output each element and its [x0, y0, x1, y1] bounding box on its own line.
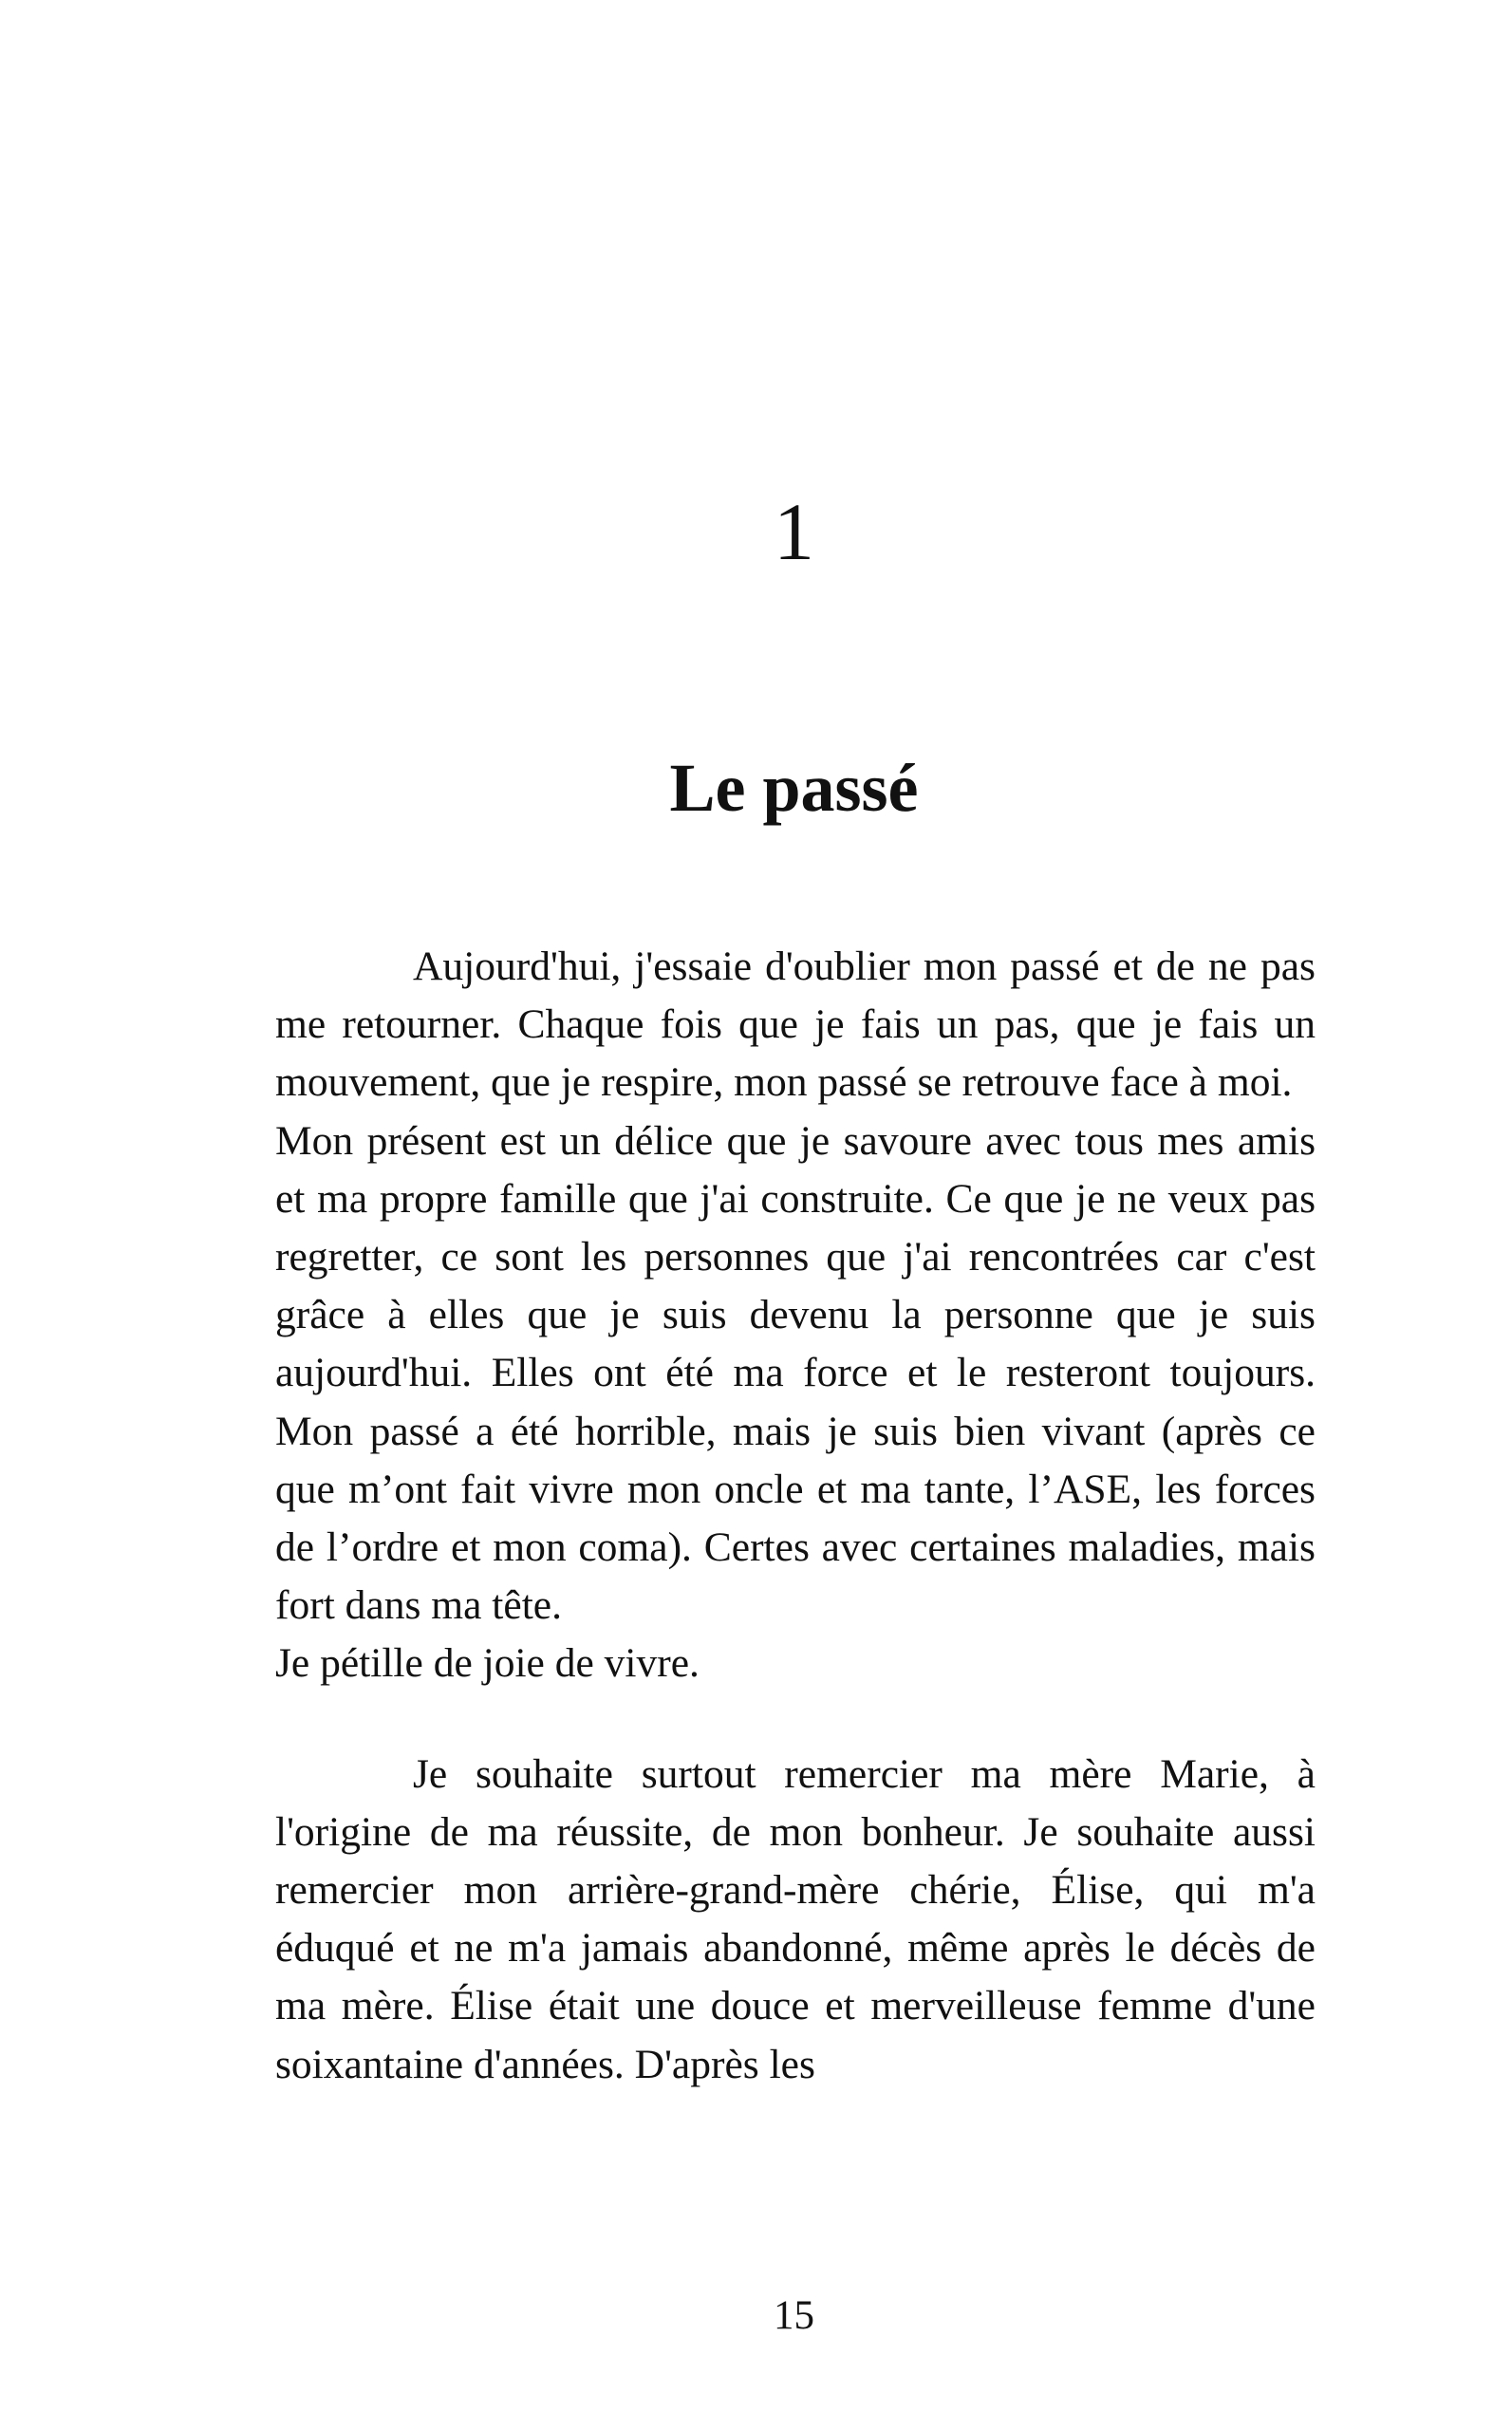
- paragraph-4: Je souhaite surtout remercier ma mère Marie, à l'origine de ma réussite, de mon bonheur. Je souhaite aussi remercier mon arrière-grand-mère chérie, Élise, qui m'a éduqué et ne m'a jamais abandonné, même après le décès de ma mère. Élise était une douce et merveilleuse femme d'une soixantaine d'années. D'après les: [275, 1750, 1316, 2087]
- chapter-title: Le passé: [669, 750, 919, 826]
- paragraph-1: Aujourd'hui, j'essaie d'oublier mon passé et de ne pas me retourner. Chaque fois que je fais un pas, que je fais un mouvement, que je respire, mon passé se retrouve face à moi.: [275, 944, 1316, 1106]
- paragraph-2: Mon présent est un délice que je savoure avec tous mes amis et ma propre famille que j'ai construite. Ce que je ne veux pas regretter, ce sont les personnes que j'ai rencontrées car c'est grâce à elles que je suis devenu la personne que je suis aujourd'hui. Elles ont été ma force et le resteront toujours. Mon passé a été horrible, mais je suis bien vivant (après ce que m’ont fait vivre mon oncle et ma tante, l’ASE, les forces de l’ordre et mon coma). Certes avec certaines maladies, mais fort dans ma tête.: [275, 1117, 1316, 1629]
- page-number: 15: [774, 2293, 814, 2338]
- chapter-number: 1: [774, 486, 814, 577]
- paragraph-3: Je pétille de joie de vivre.: [275, 1640, 700, 1687]
- body-text: [275, 938, 1316, 2094]
- paragraph-spacer: [275, 1693, 1316, 1746]
